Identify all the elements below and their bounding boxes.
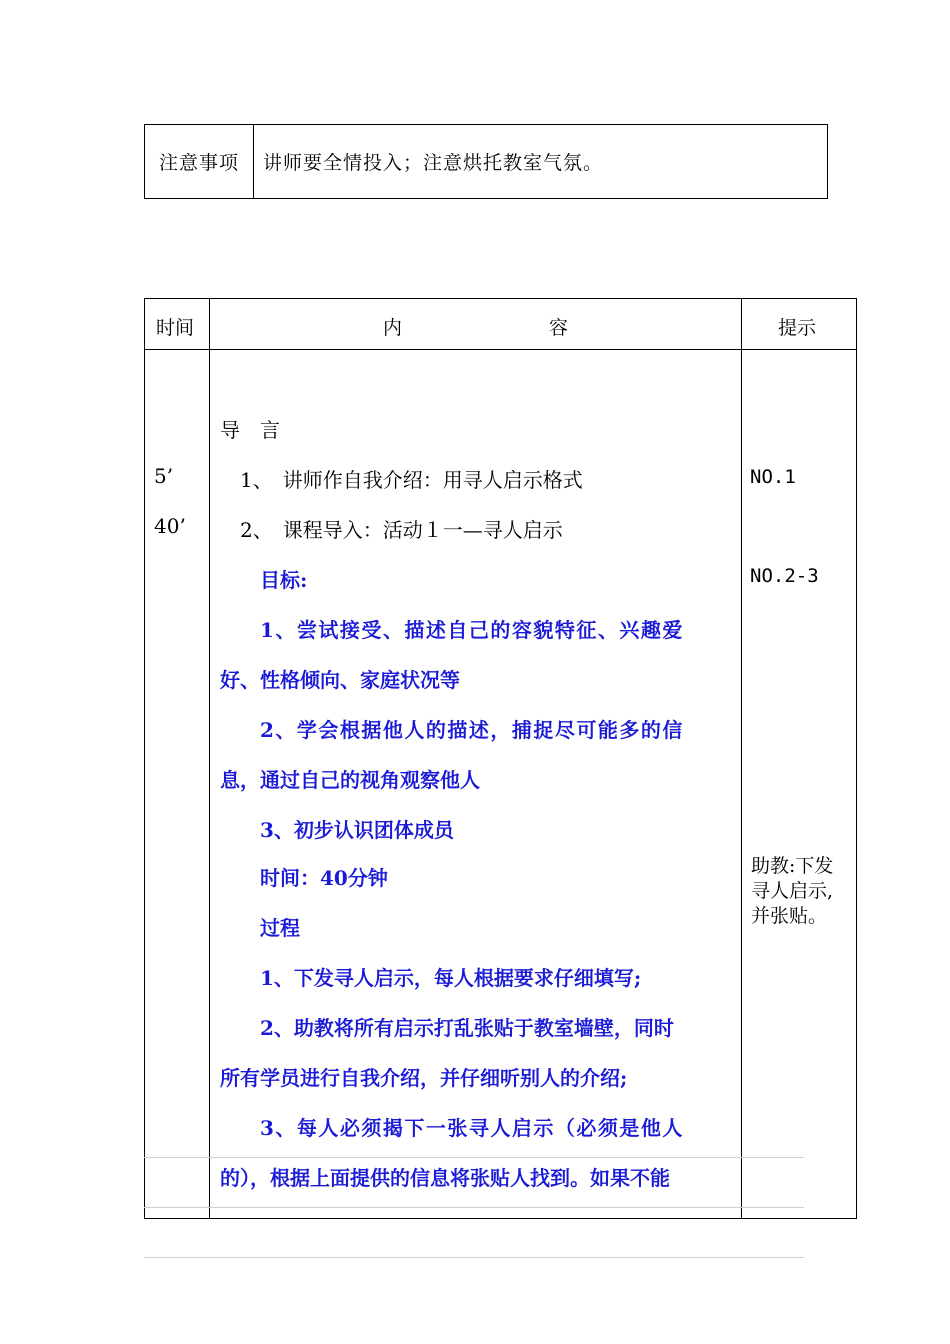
table-border-bottom bbox=[144, 1218, 857, 1219]
activity-line: 息，通过自己的视角观察他人 bbox=[220, 768, 480, 792]
activity-line: 3、每人必须揭下一张寻人启示（必须是他人 bbox=[260, 1116, 684, 1140]
hint-cell: 寻人启示, bbox=[751, 880, 834, 902]
activity-line: 时间：40分钟 bbox=[260, 866, 388, 890]
activity-line: 的），根据上面提供的信息将张贴人找到。如果不能 bbox=[220, 1166, 670, 1190]
intro-title: 导 言 bbox=[220, 418, 280, 442]
hint-cell: NO.2-3 bbox=[750, 565, 819, 587]
hint-cell: NO.1 bbox=[750, 466, 796, 488]
time-cell: 5’ bbox=[154, 464, 174, 488]
activity-line: 好、性格倾向、家庭状况等 bbox=[220, 668, 460, 692]
notes-content: 讲师要全情投入；注意烘托教室气氛。 bbox=[263, 152, 604, 174]
column-divider-2 bbox=[741, 298, 742, 1219]
header-content-b: 容 bbox=[549, 317, 569, 339]
agenda-item: 2、 课程导入：活动１一—寻人启示 bbox=[240, 518, 563, 542]
page-guide-line bbox=[144, 1257, 804, 1258]
activity-line: 所有学员进行自我介绍，并仔细听别人的介绍; bbox=[220, 1066, 628, 1090]
activity-line: 2、助教将所有启示打乱张贴于教室墙壁，同时 bbox=[260, 1016, 674, 1040]
activity-line: 1、下发寻人启示，每人根据要求仔细填写; bbox=[260, 966, 642, 990]
table-border-top bbox=[144, 298, 857, 299]
header-content-a: 内 bbox=[383, 317, 403, 339]
activity-line: 1、尝试接受、描述自己的容貌特征、兴趣爱 bbox=[260, 618, 684, 642]
page-guide-line bbox=[144, 1157, 804, 1158]
activity-line: 过程 bbox=[260, 916, 300, 940]
page-guide-line bbox=[144, 1207, 804, 1208]
agenda-item: 1、 讲师作自我介绍：用寻人启示格式 bbox=[240, 468, 583, 492]
header-divider bbox=[144, 349, 857, 350]
time-cell: 40’ bbox=[154, 514, 186, 538]
column-divider-1 bbox=[209, 298, 210, 1219]
table-border-right bbox=[856, 298, 857, 1219]
hint-cell: 助教:下发 bbox=[751, 855, 834, 877]
activity-line: 2、学会根据他人的描述，捕捉尽可能多的信 bbox=[260, 718, 684, 742]
notes-table bbox=[144, 124, 828, 199]
header-time: 时间 bbox=[156, 317, 195, 339]
activity-line: 3、初步认识团体成员 bbox=[260, 818, 454, 842]
table-border-left bbox=[144, 298, 145, 1219]
notes-label: 注意事项 bbox=[145, 125, 254, 198]
activity-line: 目标: bbox=[260, 568, 308, 592]
hint-cell: 并张贴。 bbox=[751, 905, 828, 927]
header-hint: 提示 bbox=[778, 317, 817, 339]
